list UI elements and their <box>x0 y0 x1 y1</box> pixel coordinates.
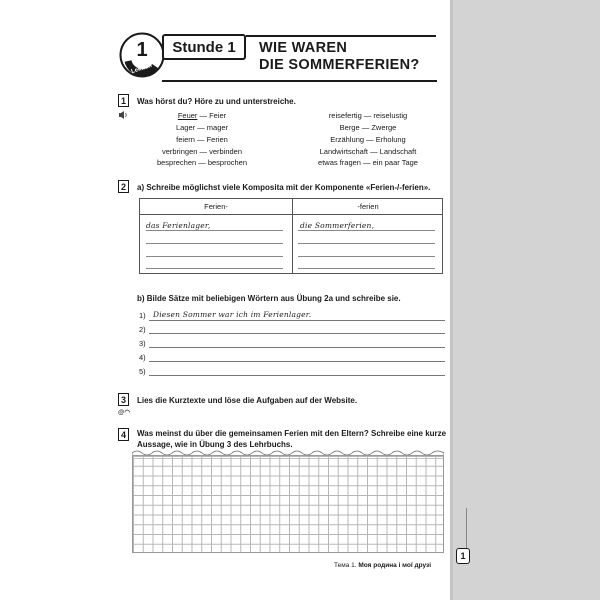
sentence-write-line-1[interactable] <box>149 320 445 321</box>
header-rule-bottom <box>162 80 437 82</box>
table-example-col1: das Ferienlager, <box>146 221 211 230</box>
footer-topic-prefix: Тема 1. <box>334 562 357 569</box>
sentence-number-4: 4) <box>139 353 146 362</box>
sentence-write-line-2[interactable] <box>149 333 445 334</box>
footer-vertical-rule <box>466 508 467 548</box>
exercise-4-number: 4 <box>118 428 129 441</box>
table-write-line[interactable] <box>298 268 435 269</box>
title-line-2: DIE SOMMERFERIEN? <box>259 57 420 73</box>
header-rule-top <box>246 35 436 37</box>
exercise-1-number: 1 <box>118 94 129 107</box>
lesson-badge <box>119 32 165 78</box>
ex1-right-pair-2: Berge — Zwerge <box>339 123 397 132</box>
sentence-number-3: 3) <box>139 339 146 348</box>
komposita-table <box>139 198 443 274</box>
ex1-right-pair-3: Erzählung — Erholung <box>330 135 406 144</box>
writing-grid[interactable] <box>132 455 444 553</box>
ex1-left-pair-2: Lager — mager <box>175 123 229 132</box>
table-write-line[interactable] <box>298 230 435 231</box>
website-icon: @◠ <box>118 409 131 416</box>
ex1-left-pair-3: feiern — Ferien <box>176 135 228 144</box>
ex1-left-pair-1: Feuer — Feier <box>177 111 227 120</box>
table-write-line[interactable] <box>146 230 283 231</box>
ex1-left-pair-5: besprechen — besprochen <box>156 158 248 167</box>
exercise-3-instruction: Lies die Kurztexte und löse die Aufgaben auf der Website. <box>137 396 358 405</box>
lesson-title <box>259 40 420 74</box>
lesson-word: Lektion <box>130 62 153 76</box>
table-write-line[interactable] <box>146 243 283 244</box>
table-header-ferien-prefix: Ferien- <box>204 202 228 211</box>
exercise-1-instruction: Was hörst du? Höre zu und unterstreiche. <box>137 97 296 106</box>
sentence-write-line-5[interactable] <box>149 375 445 376</box>
sentence-number-5: 5) <box>139 367 146 376</box>
title-line-1: WIE WAREN <box>259 40 348 56</box>
table-write-line[interactable] <box>146 256 283 257</box>
lesson-number: 1 <box>136 39 148 61</box>
ex1-right-pair-1: reisefertig — reiselustig <box>328 111 408 120</box>
ex1-right-pair-5: etwas fragen — ein paar Tage <box>318 158 418 167</box>
ex1-left-pair-4: verbringen — verbinden <box>161 147 243 156</box>
table-column-divider <box>292 199 293 273</box>
exercise-2b-instruction: b) Bilde Sätze mit beliebigen Wörtern aus Übung 2a und schreibe sie. <box>137 294 401 303</box>
exercise-2-number: 2 <box>118 180 129 193</box>
table-header-ferien-suffix: -ferien <box>357 202 379 211</box>
table-write-line[interactable] <box>146 268 283 269</box>
exercise-4-instruction: Was meinst du über die gemeinsamen Ferien mit den Eltern? Schreibe eine kurze Aussage, wie in Übung 3 des Lehrbuchs. <box>137 429 447 449</box>
underlined-word: Feuer <box>177 111 198 120</box>
footer-topic <box>334 562 431 569</box>
page-number: 1 <box>456 548 470 564</box>
ex1-right-pair-4: Landwirtschaft — Landschaft <box>319 147 417 156</box>
page-side-margin <box>452 0 600 600</box>
website-icon-label: @ <box>118 409 125 416</box>
sentence-number-2: 2) <box>139 325 146 334</box>
exercise-2a-instruction: a) Schreibe möglichst viele Komposita mit der Komponente «Ferien-/-ferien». <box>137 183 431 192</box>
table-write-line[interactable] <box>298 256 435 257</box>
table-header-divider <box>140 214 442 215</box>
sentence-write-line-3[interactable] <box>149 347 445 348</box>
table-write-line[interactable] <box>298 243 435 244</box>
exercise-3-number: 3 <box>118 393 129 406</box>
sentence-write-line-4[interactable] <box>149 361 445 362</box>
stunde-label: Stunde 1 <box>162 34 246 60</box>
sentence-example-1: Diesen Sommer war ich im Ferienlager. <box>153 310 312 319</box>
audio-icon <box>117 109 129 121</box>
sentence-number-1: 1) <box>139 311 146 320</box>
table-example-col2: die Sommerferien, <box>300 221 375 230</box>
page-edge <box>450 0 453 600</box>
footer-topic-title: Моя родина і мої друзі <box>358 562 432 569</box>
